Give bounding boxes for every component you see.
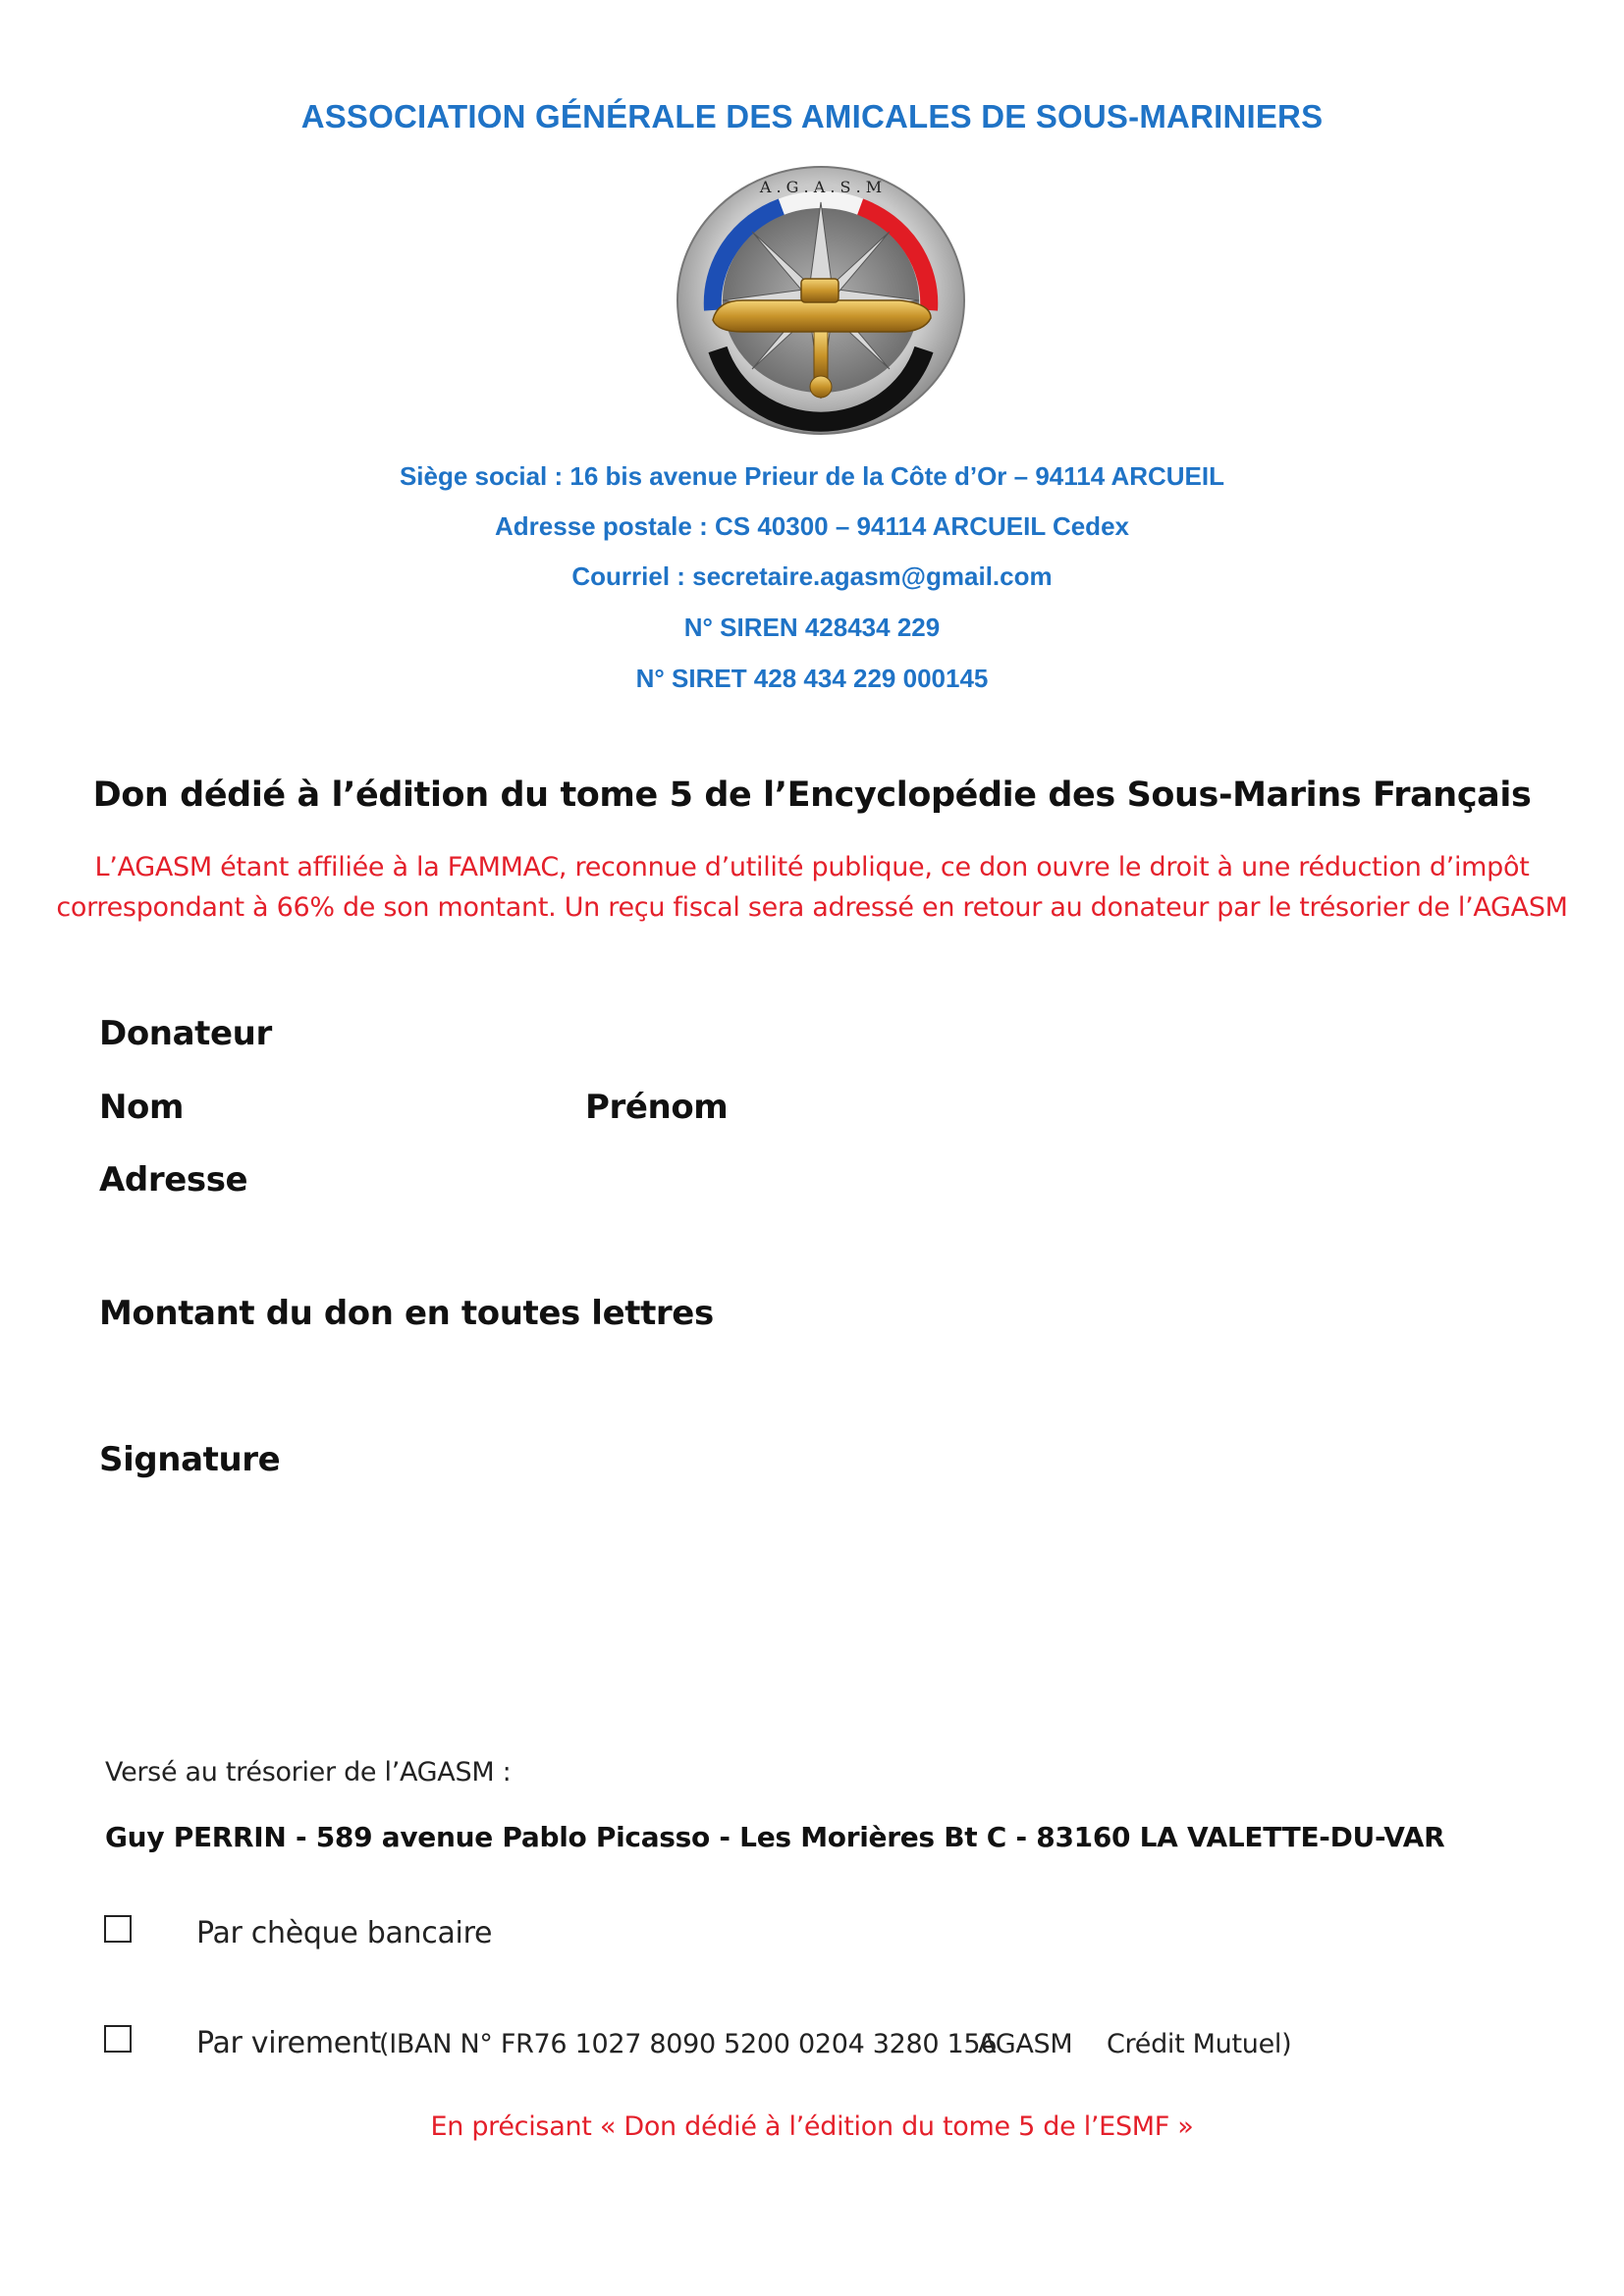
iban-bank: Crédit Mutuel) xyxy=(1107,2029,1292,2059)
montant-label: Montant du don en toutes lettres xyxy=(99,1294,714,1333)
donateur-heading: Donateur xyxy=(99,1014,272,1053)
verse-au-tresorier: Versé au trésorier de l’AGASM : xyxy=(105,1757,512,1788)
nom-label: Nom xyxy=(99,1088,185,1127)
prenom-label: Prénom xyxy=(585,1088,729,1127)
document-title: Don dédié à l’édition du tome 5 de l’Encyclopédie des Sous-Marins Français xyxy=(92,775,1532,815)
logo-letters: A . G . A . S . M xyxy=(759,178,883,196)
treasurer-address: Guy PERRIN - 589 avenue Pablo Picasso - Les Morières Bt C - 83160 LA VALETTE-DU-VAR xyxy=(105,1821,1445,1853)
siret-number: N° SIRET 428 434 229 000145 xyxy=(635,664,989,693)
adresse-label: Adresse xyxy=(99,1160,248,1200)
siren-number: N° SIREN 428434 229 xyxy=(683,613,941,642)
iban-number: (IBAN N° FR76 1027 8090 5200 0204 3280 156 xyxy=(379,2029,998,2059)
tax-notice-line-2: correspondant à 66% de son montant. Un reçu fiscal sera adressé en retour au donateur par le trésorier de l’AGASM xyxy=(56,892,1568,923)
cheque-checkbox[interactable] xyxy=(104,1915,132,1943)
adresse-postale: Adresse postale : CS 40300 – 94114 ARCUEIL Cedex xyxy=(495,511,1129,541)
agasm-logo xyxy=(674,163,968,438)
payment-note: En précisant « Don dédié à l’édition du tome 5 de l’ESMF » xyxy=(430,2111,1194,2142)
siege-social: Siège social : 16 bis avenue Prieur de la Côte d’Or – 94114 ARCUEIL xyxy=(399,461,1225,491)
association-title: ASSOCIATION GÉNÉRALE DES AMICALES DE SOUS-MARINIERS xyxy=(300,98,1324,134)
option-cheque-label: Par chèque bancaire xyxy=(196,1916,493,1950)
iban-holder: AGASM xyxy=(978,2029,1073,2059)
tax-notice-line-1: L’AGASM étant affiliée à la FAMMAC, reconnue d’utilité publique, ce don ouvre le droit à une réduction d’impôt xyxy=(94,852,1530,882)
signature-label: Signature xyxy=(99,1440,281,1479)
virement-checkbox[interactable] xyxy=(104,2025,132,2053)
option-virement-label: Par virement xyxy=(196,2026,382,2060)
courriel: Courriel : secretaire.agasm@gmail.com xyxy=(571,561,1053,591)
